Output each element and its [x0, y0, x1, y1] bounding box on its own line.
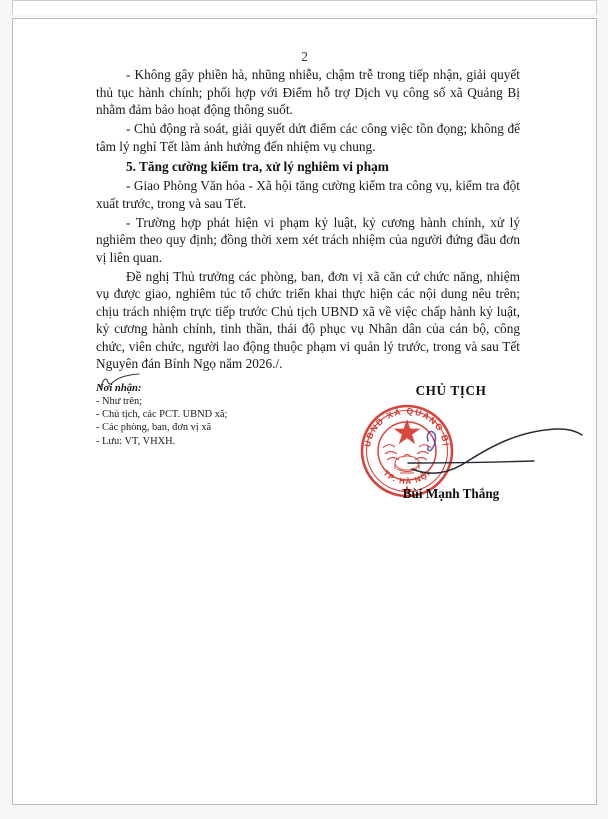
signature-block	[351, 383, 551, 501]
official-seal	[357, 401, 457, 497]
recipient-item: - Chủ tịch, các PCT. UBND xã;	[96, 409, 228, 421]
page-number: 2	[301, 49, 308, 64]
paragraph: - Trường hợp phát hiện vi phạm kỷ luật, kỷ cương hành chính, xử lý nghiêm theo quy định; đồng thời xem xét trách nhiệm của người đứng đầu đơn vị liên quan.	[96, 214, 520, 265]
recipients-title: Nơi nhận:	[96, 383, 142, 394]
seal-text-top: UBND XÃ QUẢNG BỊ	[362, 405, 452, 448]
paragraph: - Không gây phiền hà, nhũng nhiễu, chậm trễ trong tiếp nhận, giải quyết thủ tục hành chính; phối hợp với Điểm hỗ trợ Dịch vụ công số xã Quảng Bị nhằm đảm bảo hoạt động thông suốt.	[96, 67, 520, 117]
paragraph: - Chủ động rà soát, giải quyết dứt điểm các công việc tồn đọng; không để tâm lý nghỉ Tết làm ảnh hưởng đến nhiệm vụ chung.	[96, 121, 520, 154]
seal-text-bottom: TP. HÀ NỘI	[381, 468, 433, 487]
section-heading: 5. Tăng cường kiểm tra, xử lý nghiêm vi phạm	[126, 159, 389, 174]
closing-paragraph: Đề nghị Thủ trưởng các phòng, ban, đơn vị xã căn cứ chức năng, nhiệm vụ được giao, nghiêm túc tổ chức triển khai thực hiện các nội dung nêu trên; chịu trách nhiệm trực tiếp trước Chủ tịch UBND xã về việc chấp hành kỷ luật, kỷ cương hành chính, tinh thần, thái độ phục vụ Nhân dân của cán bộ, công chức, viên chức, người lao động thuộc phạm vi quản lý trước, trong và sau Tết Nguyên đán Bính Ngọ năm 2026./.	[96, 268, 520, 371]
document-body	[96, 66, 520, 391]
recipient-item: - Lưu: VT, VHXH.	[96, 435, 176, 447]
signer-name: Bùi Mạnh Thắng	[402, 486, 500, 501]
recipient-item: - Các phòng, ban, đơn vị xã	[96, 422, 212, 434]
document-page	[12, 18, 597, 805]
recipient-item: - Như trên;	[96, 396, 143, 407]
closing-block	[96, 383, 536, 523]
recipients-list	[96, 383, 306, 448]
paragraph: - Giao Phòng Văn hóa - Xã hội tăng cường kiểm tra công vụ, kiểm tra đột xuất trước, trong và sau Tết.	[96, 178, 520, 211]
signer-title: CHỦ TỊCH	[415, 383, 487, 398]
previous-page-edge	[12, 0, 597, 14]
